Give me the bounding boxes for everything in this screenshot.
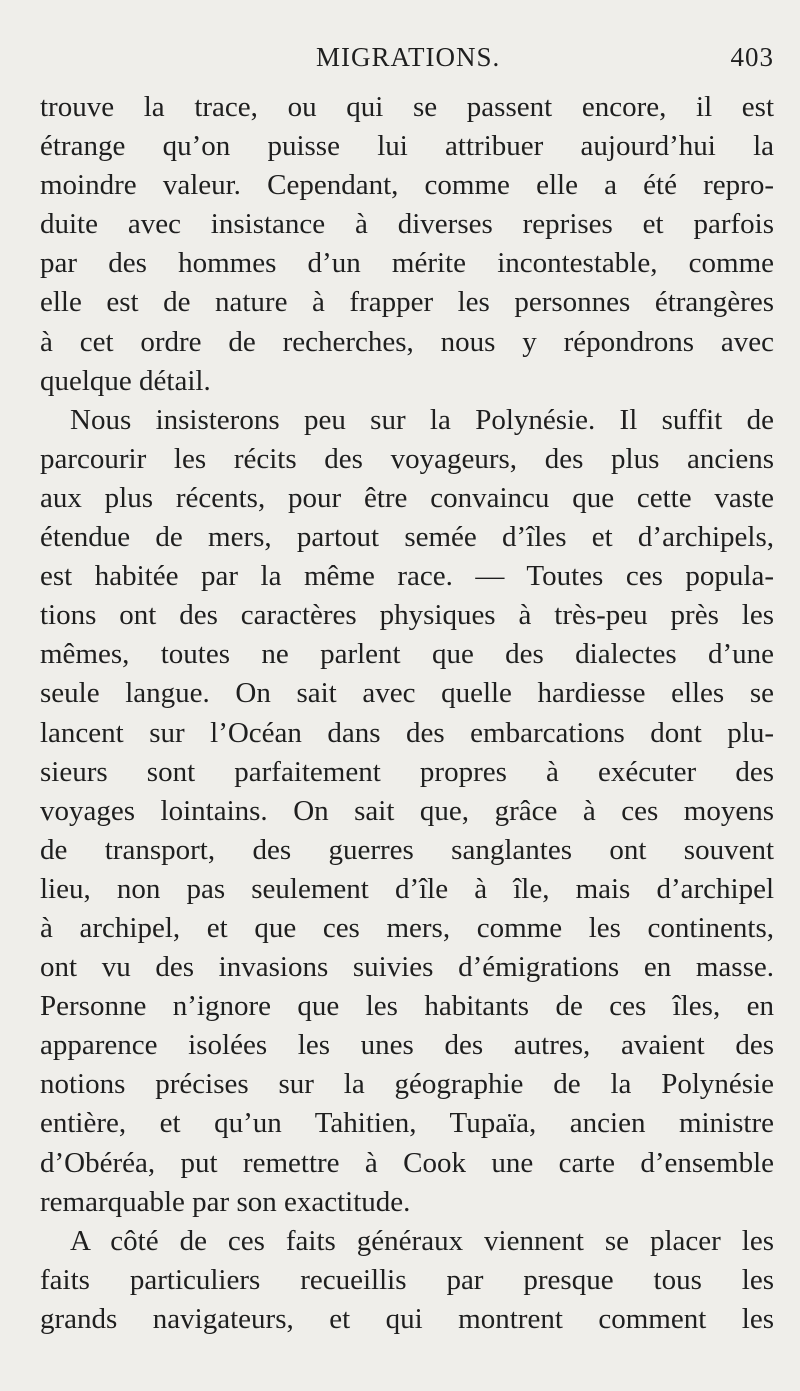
- text-line: notions précises sur la géographie de la Polynésie: [40, 1068, 774, 1101]
- text-line: faits particuliers recueillis par presque tous les: [40, 1263, 774, 1296]
- text-line: voyages lointains. On sait que, grâce à ces moyens: [40, 794, 774, 827]
- text-line: à cet ordre de recherches, nous y répondrons avec: [40, 325, 774, 358]
- text-line: par des hommes d’un mérite incontestable, comme: [40, 247, 774, 280]
- page-header: [40, 42, 774, 82]
- text-line: seule langue. On sait avec quelle hardiesse elles se: [40, 677, 774, 710]
- body-text: [40, 88, 774, 1339]
- text-line: grands navigateurs, et qui montrent comment les: [40, 1302, 774, 1335]
- text-line: Nous insisterons peu sur la Polynésie. Il suffit de: [70, 403, 774, 436]
- page-number: 403: [730, 42, 774, 72]
- text-line: d’Obéréa, put remettre à Cook une carte d’ensemble: [40, 1146, 774, 1179]
- text-line: aux plus récents, pour être convaincu que cette vaste: [40, 481, 774, 514]
- text-line: lieu, non pas seulement d’île à île, mais d’archipel: [40, 872, 774, 905]
- text-line: étendue de mers, partout semée d’îles et d’archipels,: [40, 521, 774, 554]
- text-line: tions ont des caractères physiques à très-peu près les: [40, 599, 774, 632]
- text-line: de transport, des guerres sanglantes ont souvent: [40, 833, 774, 866]
- running-title: MIGRATIONS.: [316, 42, 501, 72]
- text-line: elle est de nature à frapper les personnes étrangères: [40, 286, 774, 319]
- text-line: entière, et qu’un Tahitien, Tupaïa, ancien ministre: [40, 1107, 774, 1140]
- text-line: quelque détail.: [40, 364, 211, 397]
- text-line: sieurs sont parfaitement propres à exécuter des: [40, 755, 774, 788]
- text-line: mêmes, toutes ne parlent que des dialectes d’une: [40, 638, 774, 671]
- text-line: apparence isolées les unes des autres, avaient des: [40, 1029, 774, 1062]
- text-line: duite avec insistance à diverses reprises et parfois: [40, 208, 774, 241]
- text-line: moindre valeur. Cependant, comme elle a été repro-: [40, 169, 774, 202]
- text-line: remarquable par son exactitude.: [40, 1185, 411, 1218]
- text-line: Personne n’ignore que les habitants de ces îles, en: [40, 990, 774, 1023]
- text-line: à archipel, et que ces mers, comme les continents,: [40, 911, 774, 944]
- text-line: parcourir les récits des voyageurs, des plus anciens: [40, 442, 774, 475]
- text-line: est habitée par la même race. — Toutes ces popula-: [40, 560, 774, 593]
- text-line: A côté de ces faits généraux viennent se placer les: [70, 1224, 774, 1257]
- text-line: trouve la trace, ou qui se passent encore, il est: [40, 91, 774, 123]
- text-line: ont vu des invasions suivies d’émigrations en masse.: [40, 951, 774, 984]
- text-line: étrange qu’on puisse lui attribuer aujourd’hui la: [40, 130, 774, 163]
- text-line: lancent sur l’Océan dans des embarcations dont plu-: [40, 716, 774, 749]
